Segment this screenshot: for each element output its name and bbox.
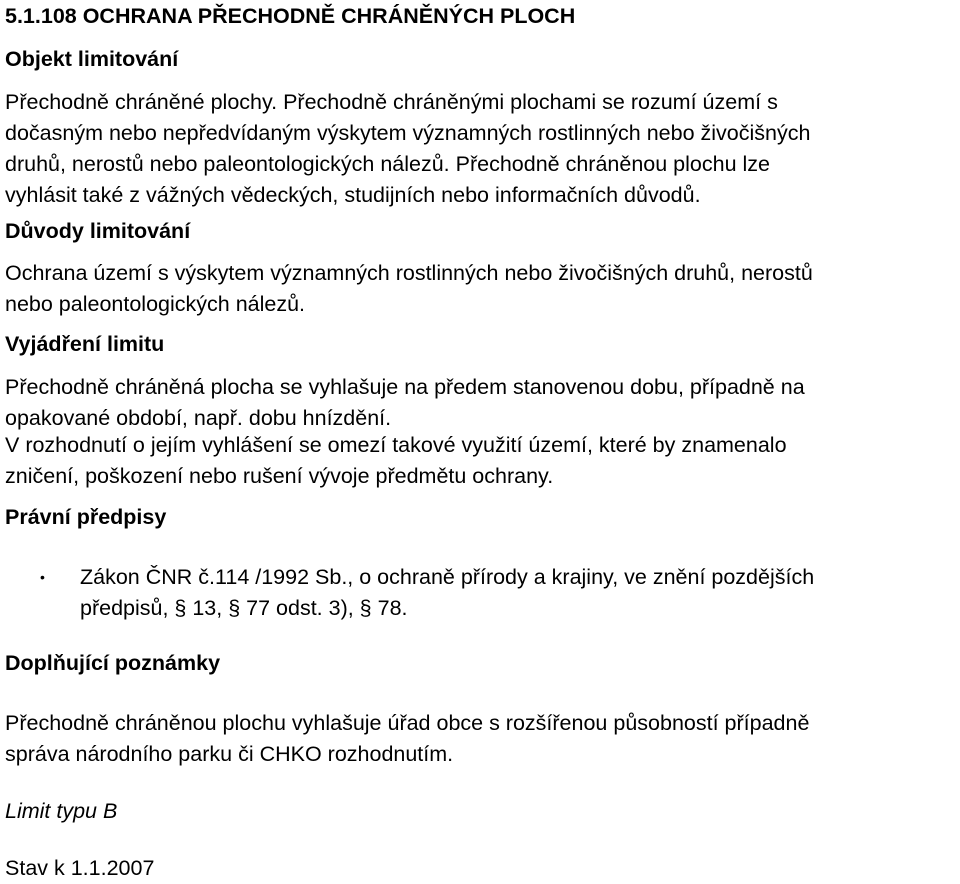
poznamky-heading: Doplňující poznámky [5, 651, 221, 675]
poznamky-line-2: správa národního parku či CHKO rozhodnutím. [5, 742, 454, 766]
objekt-line-4: vyhlásit také z vážných vědeckých, studijních nebo informačních důvodů. [5, 183, 701, 207]
predpisy-line-1: Zákon ČNR č.114 /1992 Sb., o ochraně přírody a krajiny, ve znění pozdějších [80, 565, 815, 589]
limit-type: Limit typu B [5, 799, 118, 823]
bullet-marker: • [40, 569, 45, 585]
section-title: 5.1.108 OCHRANA PŘECHODNĚ CHRÁNĚNÝCH PLOCH [5, 4, 576, 28]
duvody-line-1: Ochrana území s výskytem významných rostlinných nebo živočišných druhů, nerostů [5, 261, 813, 285]
predpisy-heading: Právní předpisy [5, 505, 167, 529]
status-date: Stav k 1.1.2007 [5, 856, 155, 880]
vyjadreni-heading: Vyjádření limitu [5, 332, 165, 356]
vyjadreni-line-4: zničení, poškození nebo rušení vývoje předmětu ochrany. [5, 464, 554, 488]
predpisy-line-2: předpisů, § 13, § 77 odst. 3), § 78. [80, 596, 408, 620]
objekt-heading: Objekt limitování [5, 47, 179, 71]
vyjadreni-line-1: Přechodně chráněná plocha se vyhlašuje na předem stanovenou dobu, případně na [5, 375, 805, 399]
duvody-line-2: nebo paleontologických nálezů. [5, 292, 306, 316]
poznamky-line-1: Přechodně chráněnou plochu vyhlašuje úřad obce s rozšířenou působností případně [5, 711, 810, 735]
duvody-heading: Důvody limitování [5, 219, 191, 243]
vyjadreni-line-2: opakované období, např. dobu hnízdění. [5, 406, 392, 430]
objekt-line-1: Přechodně chráněné plochy. Přechodně chráněnými plochami se rozumí území s [5, 90, 778, 114]
objekt-line-2: dočasným nebo nepředvídaným výskytem významných rostlinných nebo živočišných [5, 121, 811, 145]
objekt-line-3: druhů, nerostů nebo paleontologických nálezů. Přechodně chráněnou plochu lze [5, 152, 770, 176]
vyjadreni-line-3: V rozhodnutí o jejím vyhlášení se omezí takové využití území, které by znamenalo [5, 433, 787, 457]
